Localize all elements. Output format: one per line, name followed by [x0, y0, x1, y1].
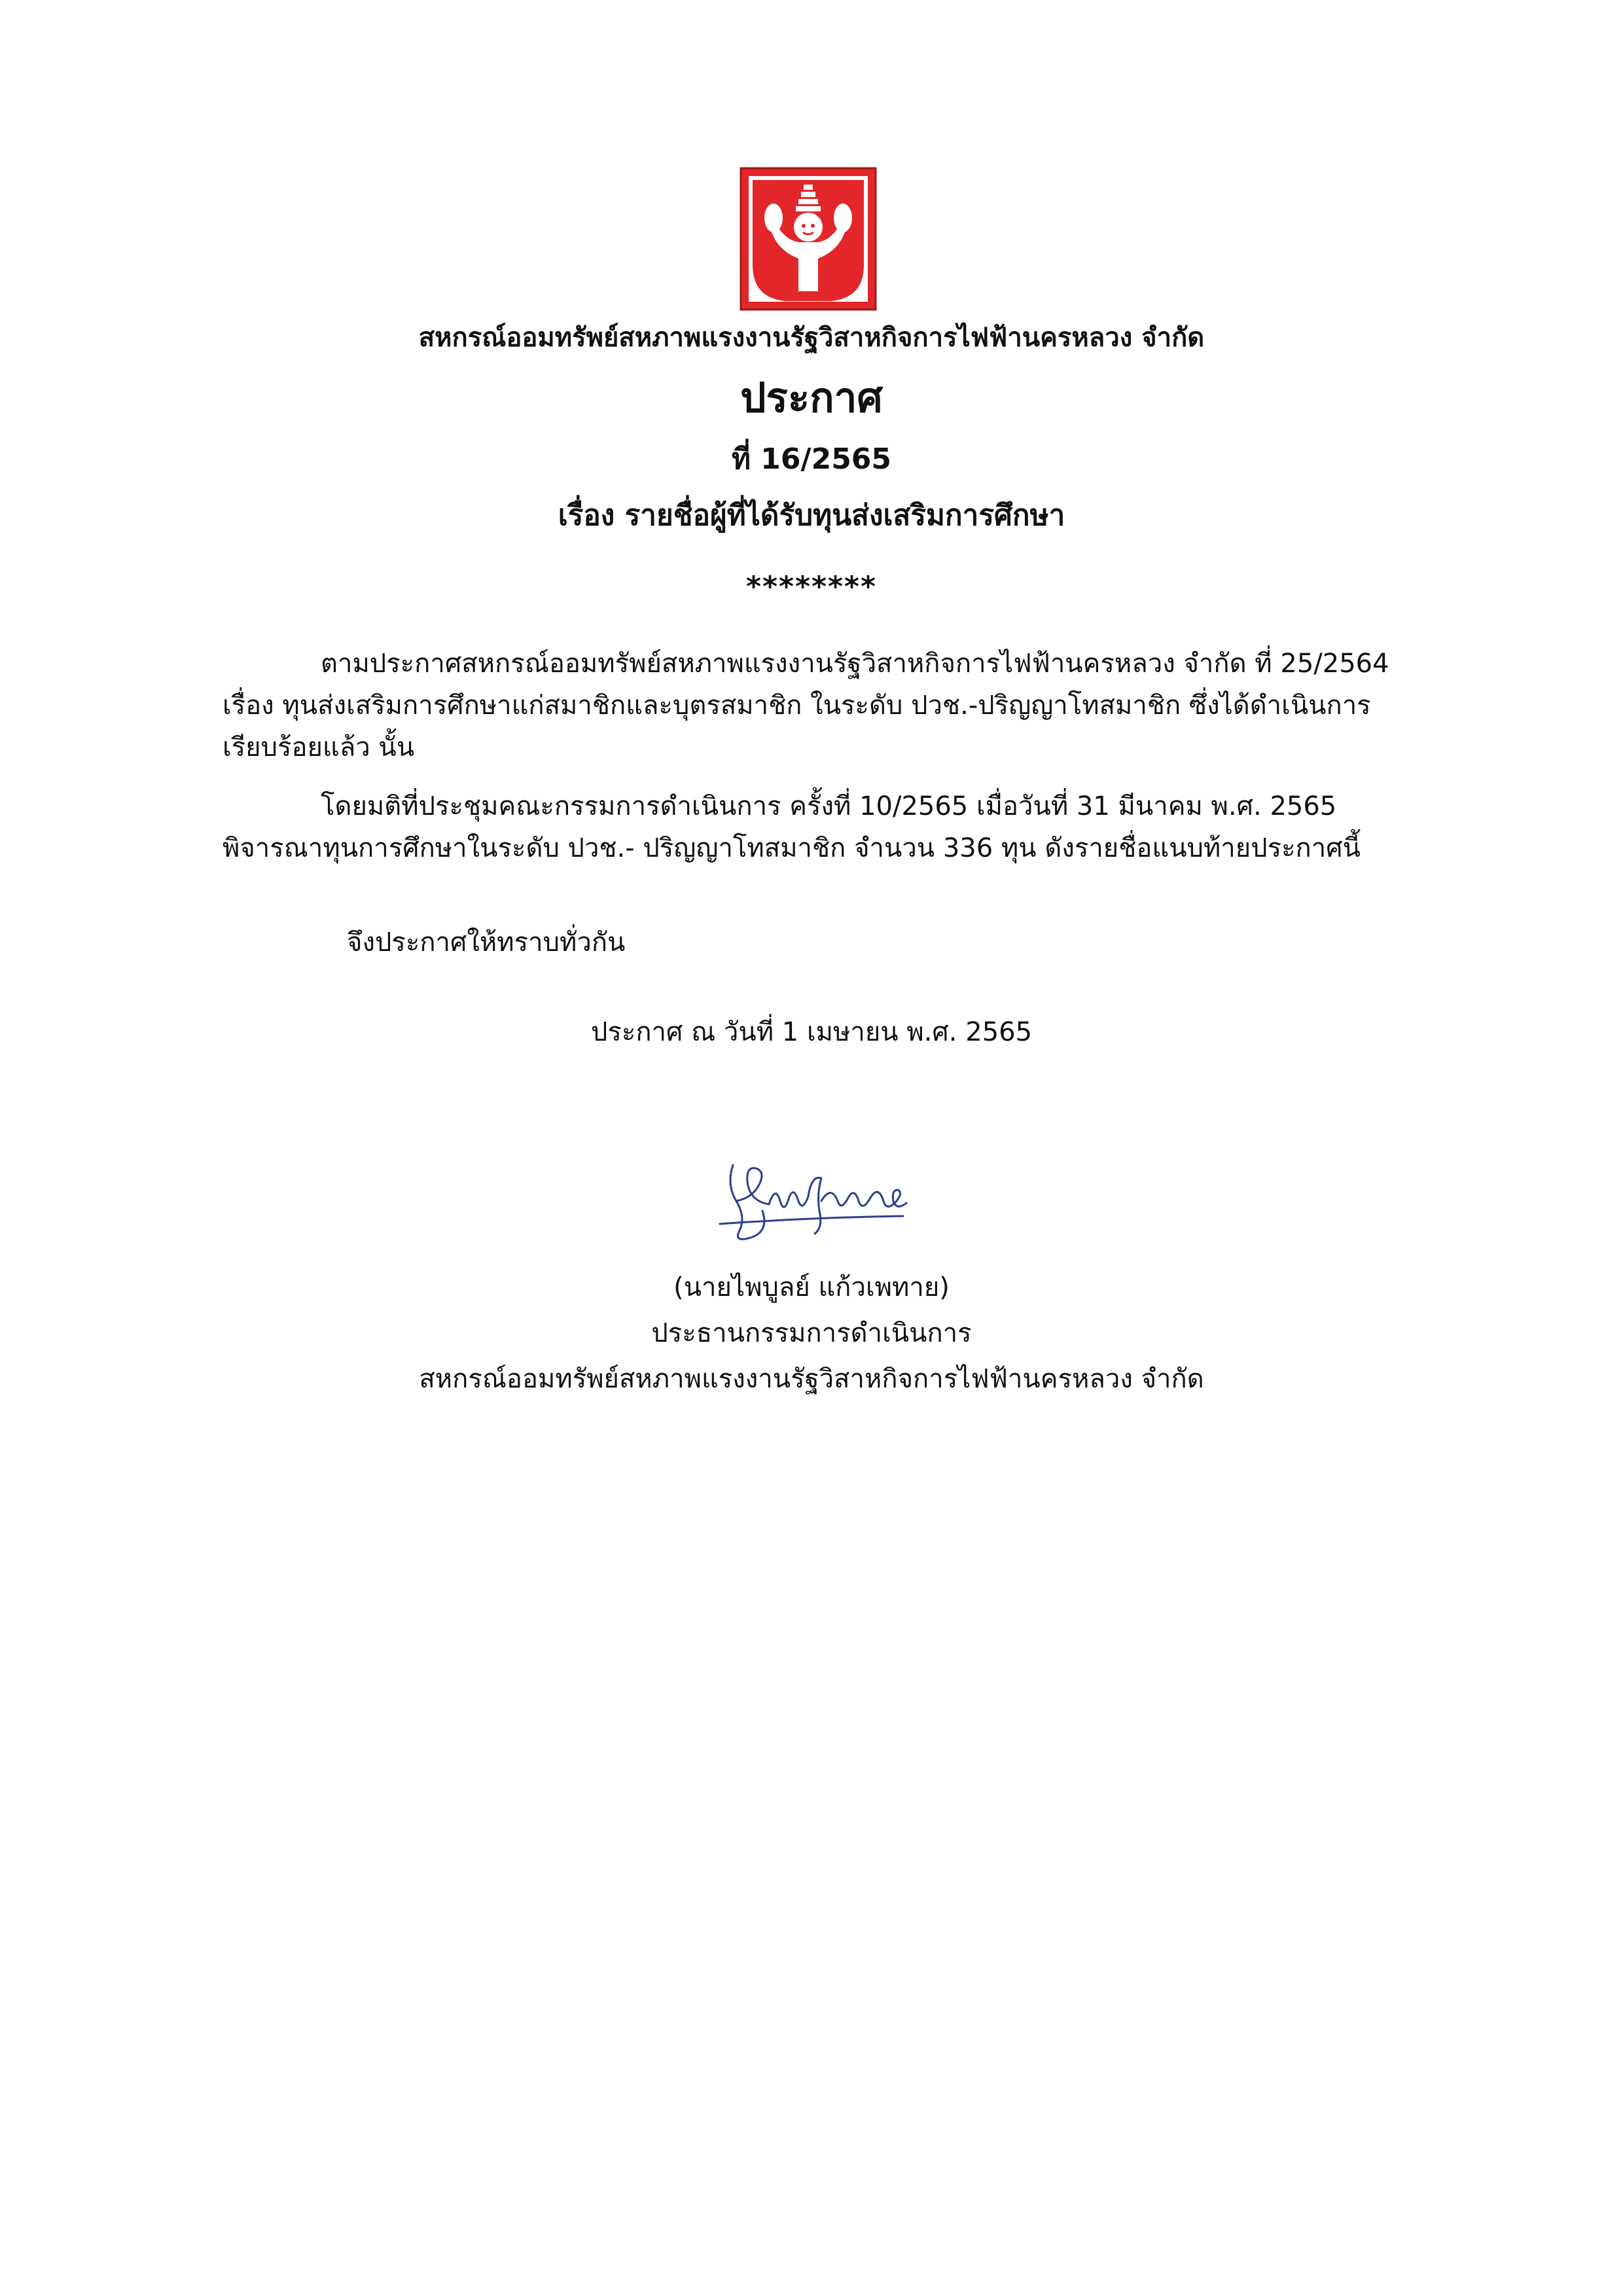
paragraph-line: พิจารณาทุนการศึกษาในระดับ ปวช.- ปริญญาโทสมาชิก จำนวน 336 ทุน ดังรายชื่อแนบท้ายประกาศนี้ [223, 833, 1361, 863]
signer-name: (นายไพบูลย์ แก้วเพทาย) [673, 1272, 950, 1302]
paragraph-line: ตามประกาศสหกรณ์ออมทรัพย์สหภาพแรงงานรัฐวิสาหกิจการไฟฟ้านครหลวง จำกัด ที่ 25/2564 [321, 649, 1389, 679]
handwritten-signature [707, 1139, 916, 1257]
separator-asterisks: ******** [745, 570, 878, 603]
document-title: ประกาศ [740, 374, 883, 422]
paragraph-resolution [223, 785, 1400, 869]
document-subject: เรื่อง รายชื่อผู้ที่ได้รับทุนส่งเสริมการศึกษา [558, 499, 1065, 532]
organization-name: สหกรณ์ออมทรัพย์สหภาพแรงงานรัฐวิสาหกิจการไฟฟ้านครหลวง จำกัด [418, 323, 1205, 353]
announcement-date: ประกาศ ณ วันที่ 1 เมษายน พ.ศ. 2565 [590, 1017, 1033, 1047]
paragraph-line: โดยมติที่ประชุมคณะกรรมการดำเนินการ ครั้งที่ 10/2565 เมื่อวันที่ 31 มีนาคม พ.ศ. 2565 [321, 791, 1337, 821]
document-number: ที่ 16/2565 [731, 442, 892, 476]
paragraph-line: เรื่อง ทุนส่งเสริมการศึกษาแก่สมาชิกและบุตรสมาชิก ในระดับ ปวช.-ปริญญาโทสมาชิก ซึ่งได้ดำเนินการ [223, 691, 1371, 721]
paragraph-line: เรียบร้อยแล้ว นั้น [223, 732, 415, 762]
paragraph-reference [223, 643, 1400, 768]
signer-position: ประธานกรรมการดำเนินการ [651, 1318, 972, 1348]
signer-organization: สหกรณ์ออมทรัพย์สหภาพแรงงานรัฐวิสาหกิจการไฟฟ้านครหลวง จำกัด [419, 1364, 1204, 1394]
closing-statement: จึงประกาศให้ทราบทั่วกัน [347, 927, 626, 958]
cooperative-logo-icon [740, 167, 877, 311]
